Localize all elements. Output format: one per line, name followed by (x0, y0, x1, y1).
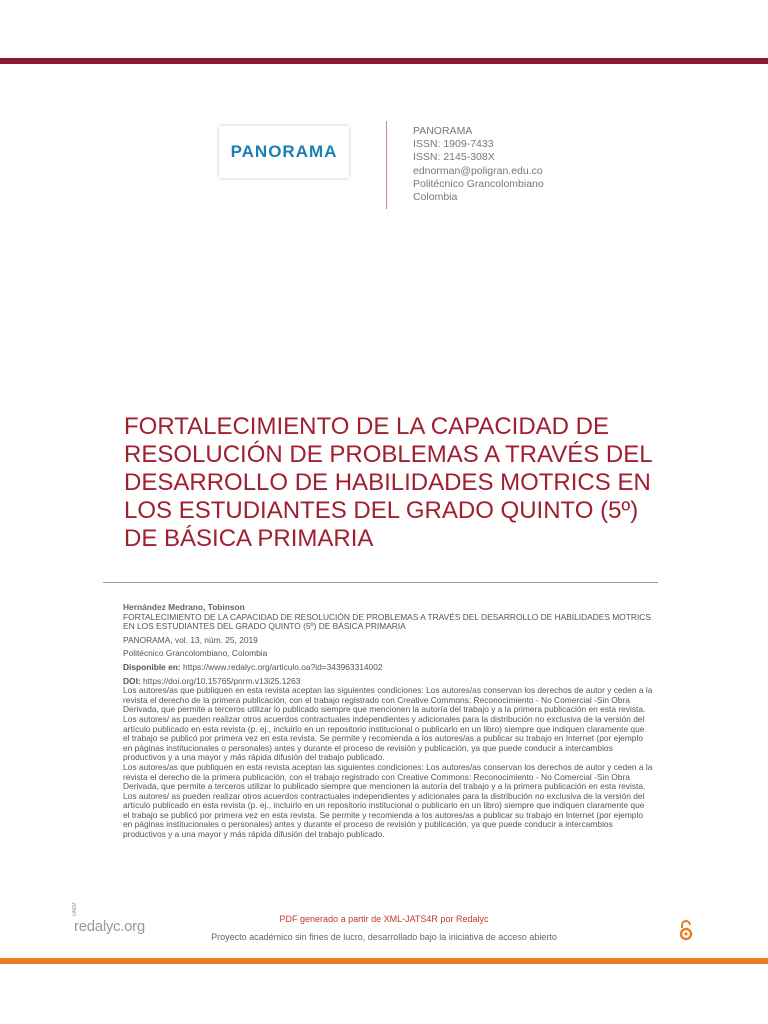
article-title: FORTALECIMIENTO DE LA CAPACIDAD DE RESOLUCIÓN DE PROBLEMAS A TRAVÉS DEL DESARROLLO DE HABILIDADES MOTRICS EN LOS ESTUDIANTES DEL GRADO QUINTO (5º) DE BÁSICA PRIMARIA (124, 413, 652, 552)
journal-logo (219, 126, 349, 178)
redalyc-logo-text: redalyc.org (74, 918, 145, 935)
uaem-label: UAEM (72, 902, 78, 916)
doi-link[interactable]: https://doi.org/10.15765/pnrm.v13i25.1263 (143, 675, 301, 686)
doi-label: DOI: (123, 675, 141, 686)
journal-logo-text: PANORAMA (230, 142, 338, 161)
available-label: Disponible en: (123, 661, 181, 672)
open-access-icon (679, 919, 693, 941)
footer-project-note: Proyecto académico sin fines de lucro, desarrollado bajo la iniciativa de acceso abierto (211, 932, 557, 942)
top-bar (0, 58, 768, 64)
journal-name: PANORAMA (413, 125, 473, 137)
journal-institution: Politécnico Grancolombiano (413, 177, 544, 190)
title-divider (103, 582, 658, 583)
journal-info (413, 125, 544, 204)
issn-print: ISSN: 1909-7433 (413, 138, 494, 151)
author-name: Hernández Medrano, Tobinson (123, 602, 245, 612)
citation: PANORAMA, vol. 13, núm. 25, 2019 (123, 634, 258, 645)
article-title-small: FORTALECIMIENTO DE LA CAPACIDAD DE RESOLUCIÓN DE PROBLEMAS A TRAVÉS DEL DESARROLLO DE HABILIDADES MOTRICS EN LOS ESTUDIANTES DEL GRADO QUINTO (5º) DE BÁSICA PRIMARIA (123, 611, 651, 632)
footer-generated-by: PDF generado a partir de XML-JATS4R por Redalyc (279, 914, 489, 924)
available-at (123, 663, 653, 673)
publisher: Politécnico Grancolombiano, Colombia (123, 648, 268, 659)
journal-country: Colombia (413, 191, 458, 204)
license-text: Los autores/as que publiquen en esta revista aceptan las siguientes condiciones: Los autores/as conservan los derechos de autor y ceden a la revista el derecho de la primera publicación, con el trabajo registrado con Creative Commons: Reconocimiento - No Comercial -Sin Obra Derivada, que permite a terceros utilizar lo publicado siempre que mencionen la autoría del trabajo y a la primera publicación en esta revista. Los autores/ as pueden realizar otros acuerdos contractuales independientes y adicionales para la distribución no exclusiva de la versión del artículo publicado en esta revista (p. ej., incluirlo en un repositorio institucional o publicarlo en un libro) siempre que indiquen claramente que el trabajo se publicó por primera vez en esta revista. Se permite y recomienda a los autores/as a publicar su trabajo en Internet (por ejemplo en páginas institucionales o personales) antes y durante el proceso de revisión y publicación, ya que puede conducir a intercambios productivos y a una mayor y más rápida difusión del trabajo publicado. (123, 685, 653, 763)
issn-electronic: ISSN: 2145-308X (413, 151, 495, 164)
bottom-bar (0, 958, 768, 964)
available-link[interactable]: https://www.redalyc.org/articulo.oa?id=343963314002 (183, 661, 383, 672)
journal-email[interactable]: ednorman@poligran.edu.co (413, 164, 543, 177)
article-metadata (123, 603, 653, 840)
header-divider (386, 121, 387, 209)
license-text-2: Los autores/as que publiquen en esta revista aceptan las siguientes condiciones: Los autores/as conservan los derechos de autor y ceden a la revista el derecho de la primera publicación, con el trabajo registrado con Creative Commons: Reconocimiento - No Comercial -Sin Obra Derivada, que permite a terceros utilizar lo publicado siempre que mencionen la autoría del trabajo y a la primera publicación en esta revista. Los autores/ as pueden realizar otros acuerdos contractuales independientes y adicionales para la distribución no exclusiva de la versión del artículo publicado en esta revista (p. ej., incluirlo en un repositorio institucional o publicarlo en un libro) siempre que indiquen claramente que el trabajo se publicó por primera vez en esta revista. Se permite y recomienda a los autores/as a publicar su trabajo en Internet (por ejemplo en páginas institucionales o personales) antes y durante el proceso de revisión y publicación, ya que puede conducir a intercambios productivos y a una mayor y más rápida difusión del trabajo publicado. (123, 761, 653, 840)
